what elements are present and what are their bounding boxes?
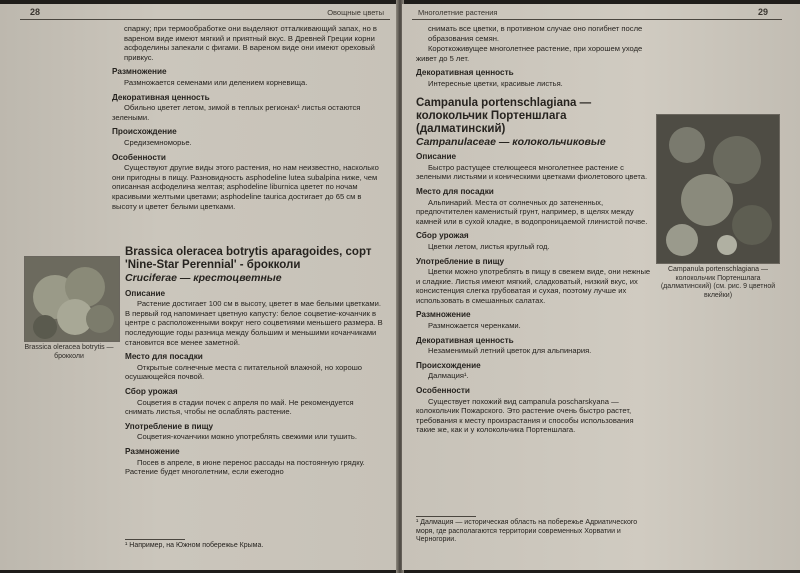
broccoli-photo bbox=[24, 256, 120, 342]
right-header bbox=[412, 6, 782, 20]
right-section-heading: Особенности bbox=[416, 386, 470, 396]
right-page bbox=[402, 4, 800, 570]
left-section-heading: Место для посадки bbox=[125, 352, 203, 362]
right-section-text: Размножается черенками. bbox=[428, 321, 521, 331]
left-column-bottom bbox=[125, 244, 383, 478]
left-running-head: Овощные цветы bbox=[327, 8, 384, 17]
left-section-heading: Особенности bbox=[112, 152, 166, 162]
left-section-heading: Декоративная ценность bbox=[112, 92, 210, 102]
right-section-heading: Декоративная ценность bbox=[416, 68, 514, 78]
left-page bbox=[0, 4, 398, 570]
right-section-heading: Размножение bbox=[416, 310, 471, 320]
left-section-text: Посев в апреле, в июне перенос рассады на постоянную грядку. Растение будет многолетним, если ежегодно bbox=[125, 457, 365, 477]
left-section-text: Обильно цветет летом, зимой в теплых регионах¹ листья остаются зелеными. bbox=[112, 103, 361, 122]
right-section-heading: Описание bbox=[416, 152, 457, 162]
right-section-heading: Употребление в пищу bbox=[416, 256, 505, 266]
campanula-family: Campanulaceae — колокольчиковые bbox=[416, 135, 606, 148]
broccoli-family: Cruciferae — крестоцветные bbox=[125, 272, 282, 284]
right-section-text: Незаменимый летний цветок для альпинария. bbox=[428, 346, 592, 356]
right-section-heading: Место для посадки bbox=[416, 186, 494, 196]
left-intro-text: спаржу; при термообработке они выделяют отталкивающий запах, но в вареном виде имеют мягкий и приятный вкус. В Древней Греции корни асфоделины запекали с фигами. В вареном виде они имеют ореховый привкус. bbox=[124, 24, 377, 62]
left-section-text: Существуют другие виды этого растения, но нам неизвестно, насколько они пригодны в пищу. Разновидность asphodeline lutea subalpina ниже, чем описанная асфоделина желтая; asphodeline liburnica цветет по ночам красивыми желтыми цветами; asphodeline taurica достигает до 65 см в высоту и цветет белыми цветками. bbox=[112, 163, 379, 211]
right-section-heading: Происхождение bbox=[416, 360, 481, 370]
left-section-text: Соцветия в стадии почек с апреля по май. Не рекомендуется снимать листья, чтобы не ослаблять растение. bbox=[125, 397, 354, 417]
left-section-heading: Размножение bbox=[125, 446, 180, 456]
right-column bbox=[416, 24, 652, 436]
left-section-heading: Употребление в пищу bbox=[125, 421, 214, 431]
left-section-heading: Описание bbox=[125, 288, 166, 298]
right-section-text: Существует похожий вид campanula poscharskyana — колокольчик Пожарского. Это растение очень быстро растет, требования к месту произрастания и способы использования такие же, как и у колокольчика Портеншлага. bbox=[416, 396, 634, 435]
right-intro-text: снимать все цветки, в противном случае оно погибнет после образования семян. bbox=[428, 24, 643, 43]
left-section-text: Средиземноморье. bbox=[124, 137, 192, 147]
campanula-title: Campanula portenschlagiana — колокольчик Портеншлага (далматинский) bbox=[416, 96, 592, 135]
left-section-text: Размножается семенами или делением корневища. bbox=[124, 77, 308, 87]
right-intro-text-2: Короткоживущее многолетнее растение, при хорошем уходе живет до 5 лет. bbox=[416, 44, 643, 63]
right-section-text: Цветки летом, листья круглый год. bbox=[428, 241, 550, 251]
left-section-heading: Происхождение bbox=[112, 127, 177, 137]
left-footnote: ¹ Например, на Южном побережье Крыма. bbox=[125, 542, 264, 549]
right-section-text: Далмация¹. bbox=[428, 371, 469, 381]
campanula-photo-caption: Campanula portenschlagiana — колокольчик Портеншлага (далматинский) (см. рис. 9 цветной вклейки) bbox=[660, 266, 776, 299]
right-footnote: ¹ Далмация — историческая область на побережье Адриатического моря, где располагаются территории современных Хорватии и Черногории. bbox=[416, 519, 638, 543]
left-section-text: Соцветия-кочанчики можно употреблять свежими или тушить. bbox=[137, 432, 357, 442]
right-running-head: Многолетние растения bbox=[418, 8, 498, 17]
left-section-heading: Сбор урожая bbox=[125, 386, 178, 396]
campanula-photo bbox=[656, 114, 780, 264]
right-section-heading: Декоративная ценность bbox=[416, 335, 514, 345]
left-section-heading: Размножение bbox=[112, 67, 167, 77]
left-column-top bbox=[112, 24, 380, 212]
right-section-text: Цветки можно употреблять в пищу в свежем виде, они нежные и сладкие. Листья имеют мягкий, сладковатый, низкий вкус, их консистенция слегка грубоватая и сухая, поэтому лучше их использовать в смешанных салатах. bbox=[416, 267, 651, 305]
broccoli-title: Brassica oleracea botrytis aparagoides, сорт 'Nine-Star Perennial' - брокколи bbox=[125, 246, 372, 271]
left-header bbox=[20, 6, 390, 20]
right-page-number: 29 bbox=[757, 7, 768, 17]
right-section-heading: Сбор урожая bbox=[416, 231, 469, 241]
left-section-text: Растение достигает 100 см в высоту, цветет в мае белыми цветками. В первый год напоминает цветную капусту: белое соцветие-кочанчик в центре с расположенными вокруг него соцветиями меньшего размера. В последующие годы разница между большим и меньшими кочанчиками становится все менее заметной. bbox=[125, 299, 383, 347]
left-section-text: Открытые солнечные места с питательной влажной, но хорошо осушающейся почвой. bbox=[125, 362, 363, 382]
broccoli-photo-caption: Brassica oleracea botrytis — брокколи bbox=[24, 344, 114, 360]
left-page-number: 28 bbox=[30, 7, 41, 17]
right-section-text: Быстро растущее стелющееся многолетнее растение с зелеными листьями и коническими цветками фиолетового цвета. bbox=[416, 162, 648, 182]
right-section-text: Интересные цветки, красивые листья. bbox=[428, 78, 563, 88]
right-section-text: Альпинарий. Места от солнечных до затененных, предпочтителен каменистый грунт, например, в щелях между камней или в сухой кладке, в водопроницаемой глинистой почве. bbox=[416, 197, 648, 226]
